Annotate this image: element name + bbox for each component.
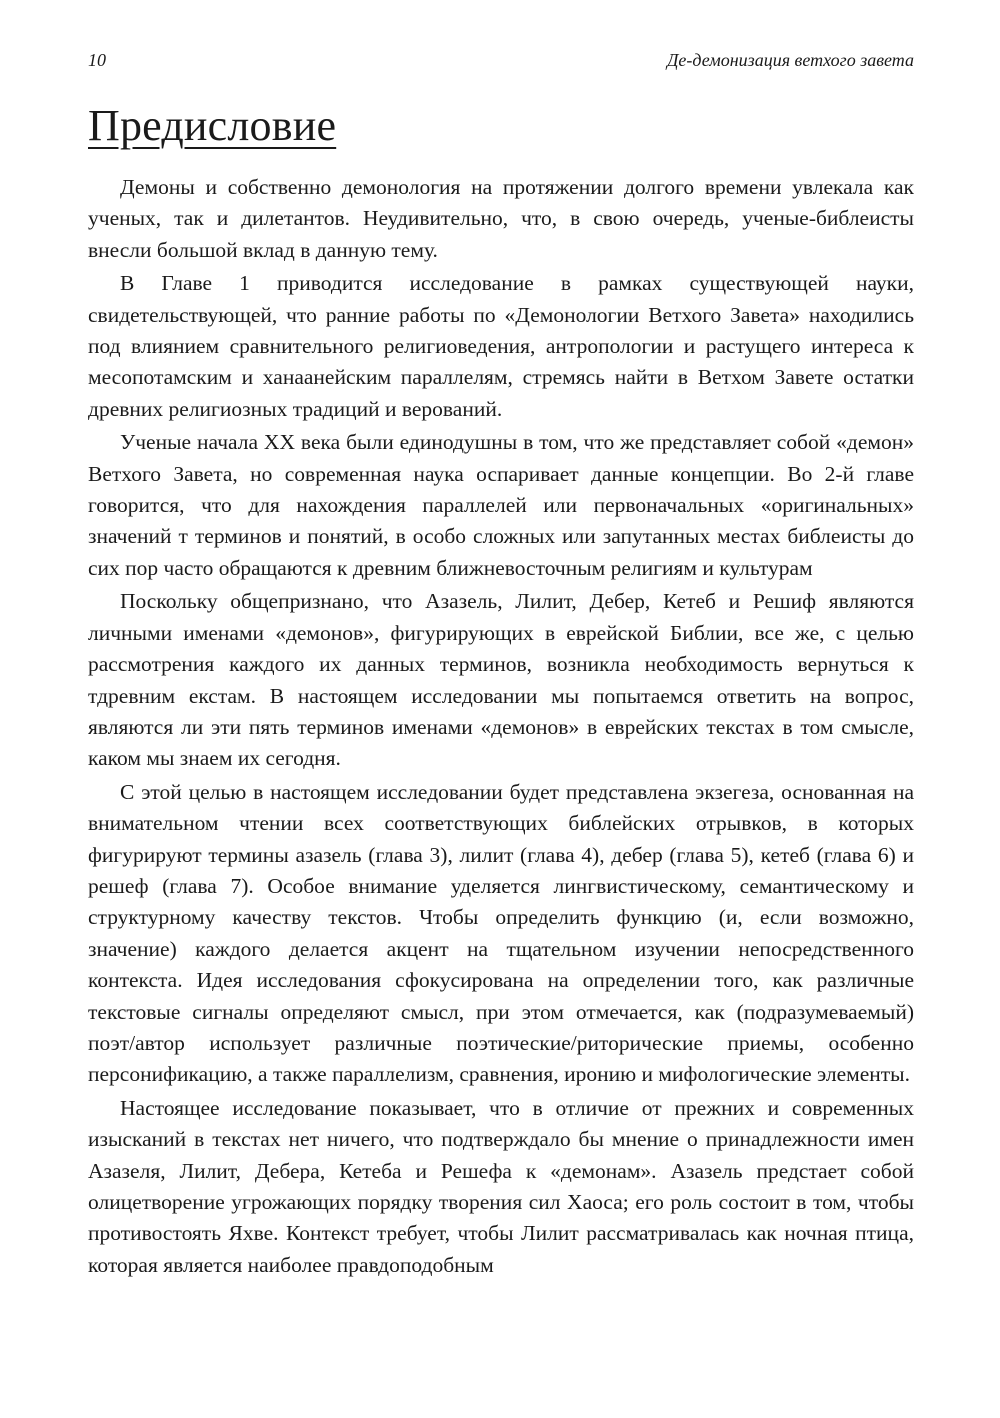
page-number: 10 <box>88 50 106 70</box>
paragraph-4: Поскольку общепризнано, что Азазель, Лилит, Дебер, Кетеб и Решиф являются личными именами «демонов», фигурирующих в еврейской Библии, все же, с целью рассмотрения каждого их данных терминов, возникла необходимость вернуться к тдревним екстам. В настоящем исследовании мы попытаемся ответить на вопрос, являются ли эти пять терминов именами «демонов» в еврейских текстах в том смысле, каком мы знаем их сегодня. <box>88 589 914 771</box>
chapter-title: Предисловие <box>88 101 337 150</box>
paragraph-1: Демоны и собственно демонология на протяжении долгого времени увлекала как ученых, так и дилетантов. Неудивительно, что, в свою очередь, ученые-библеисты внесли большой вклад в данную тему. <box>88 175 914 262</box>
body-text <box>88 172 914 1283</box>
running-title: Де-демонизация ветхого завета <box>666 50 914 70</box>
paragraph-2: В Главе 1 приводится исследование в рамках существующей науки, свидетельствующей, что ранние работы по «Демонологии Ветхого Завета» находились под влиянием сравнительного религиоведения, антропологии и растущего интереса к месопотамским и ханаанейским параллелям, стремясь найти в Ветхом Завете остатки древних религиозных традиций и верований. <box>88 271 914 421</box>
paragraph-3: Ученые начала XX века были единодушны в том, что же представляет собой «демон» Ветхого Завета, но современная наука оспаривает данные концепции. Во 2-й главе говорится, что для нахождения параллелей или первоначальных «оригинальных» значений т терминов и понятий, в особо сложных или запутанных местах библеисты до сих пор часто обращаются к древним ближневосточным религиям и культурам <box>88 430 914 580</box>
paragraph-6: Настоящее исследование показывает, что в отличие от прежних и современных изысканий в текстах нет ничего, что подтверждало бы мнение о принадлежности имен Азазеля, Лилит, Дебера, Кетеба и Решефа к «демонам». Азазель предстает собой олицетворение угрожающих порядку творения сил Хаоса; его роль состоит в том, чтобы противостоять Яхве. Контекст требует, чтобы Лилит рассматривалась как ночная птица, которая является наиболее правдоподобным <box>88 1095 914 1277</box>
running-header <box>88 50 914 76</box>
paragraph-5: С этой целью в настоящем исследовании будет представлена экзегеза, основанная на внимательном чтении всех соответствующих библейских отрывков, в которых фигурируют термины азазель (глава 3), лилит (глава 4), дебер (глава 5), кетеб (глава 6) и решеф (глава 7). Особое внимание уделяется лингвистическому, семантическому и структурному качеству текстов. Чтобы определить функцию (и, если возможно, значение) каждого делается акцент на тщательном изучении непосредственного контекста. Идея исследования сфокусирована на определении того, как различные текстовые сигналы определяют смысл, при этом отмечается, как (подразумеваемый) поэт/автор использует различные поэтические/риторические приемы, особенно персонификацию, а также параллелизм, сравнения, иронию и мифологические элементы. <box>88 779 914 1087</box>
